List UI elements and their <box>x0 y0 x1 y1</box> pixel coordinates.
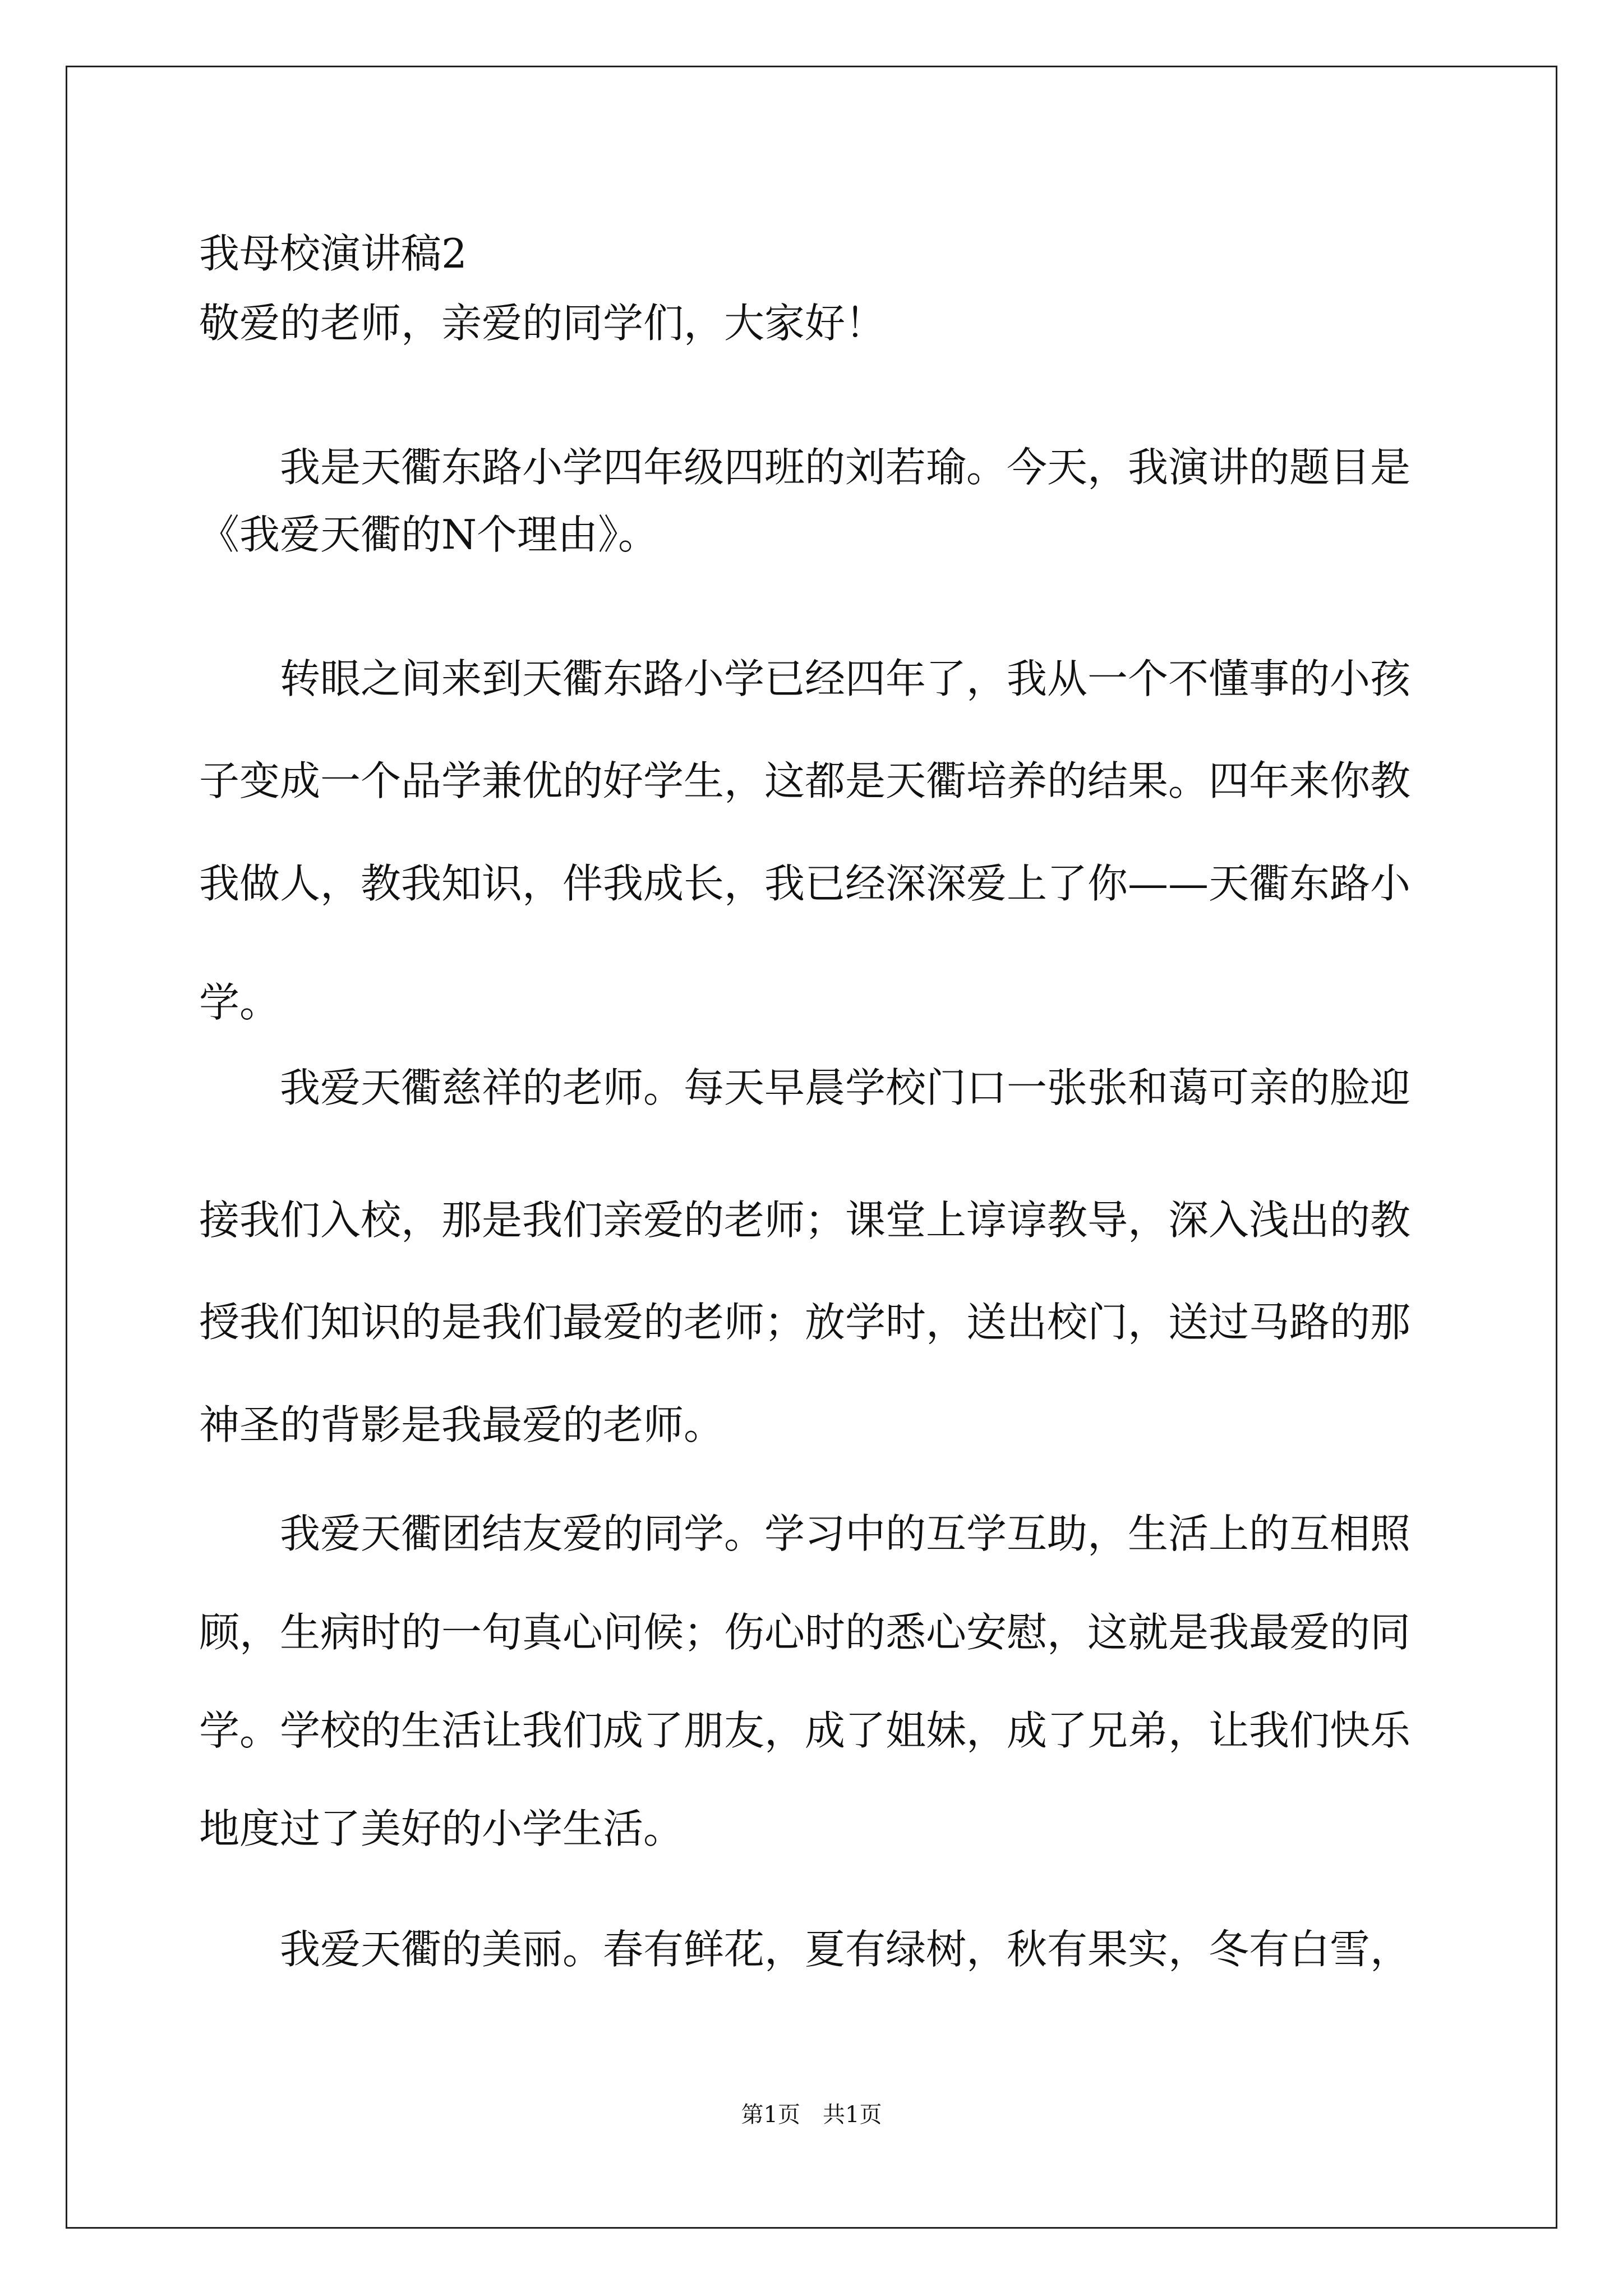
paragraph-line: 我爱天衢的美丽。春有鲜花，夏有绿树，秋有果实，冬有白雪， <box>280 1926 1411 1973</box>
paragraph-line: 接我们入校，那是我们亲爱的老师；课堂上谆谆教导，深入浅出的教 <box>199 1197 1411 1244</box>
page-border <box>66 66 1557 2229</box>
document-title: 我母校演讲稿2 <box>199 230 467 277</box>
paragraph-line: 神圣的背影是我最爱的老师。 <box>199 1401 725 1448</box>
paragraph-line: 顾，生病时的一句真心问候；伤心时的悉心安慰，这就是我最爱的同 <box>199 1609 1411 1656</box>
paragraph-line: 转眼之间来到天衢东路小学已经四年了，我从一个不懂事的小孩 <box>280 655 1411 702</box>
paragraph-line: 我是天衢东路小学四年级四班的刘若瑜。今天，我演讲的题目是 <box>280 444 1411 491</box>
paragraph-line: 授我们知识的是我们最爱的老师；放学时，送出校门，送过马路的那 <box>199 1299 1411 1346</box>
paragraph-line: 学。学校的生活让我们成了朋友，成了姐妹，成了兄弟，让我们快乐 <box>199 1707 1411 1754</box>
paragraph-line: 我做人，教我知识，伴我成长，我已经深深爱上了你——天衢东路小 <box>199 860 1411 907</box>
paragraph-line: 学。 <box>199 979 280 1026</box>
paragraph-line: 《我爱天衢的N个理由》。 <box>199 511 659 558</box>
paragraph-line: 我爱天衢团结友爱的同学。学习中的互学互助，生活上的互相照 <box>280 1510 1411 1557</box>
paragraph-line: 地度过了美好的小学生活。 <box>199 1805 684 1852</box>
paragraph-line: 我爱天衢慈祥的老师。每天早晨学校门口一张张和蔼可亲的脸迎 <box>280 1064 1411 1111</box>
paragraph-line: 子变成一个品学兼优的好学生，这都是天衢培养的结果。四年来你教 <box>199 757 1411 804</box>
page-number-footer: 第1页 共1页 <box>741 2102 882 2128</box>
greeting: 敬爱的老师，亲爱的同学们，大家好！ <box>199 300 886 347</box>
